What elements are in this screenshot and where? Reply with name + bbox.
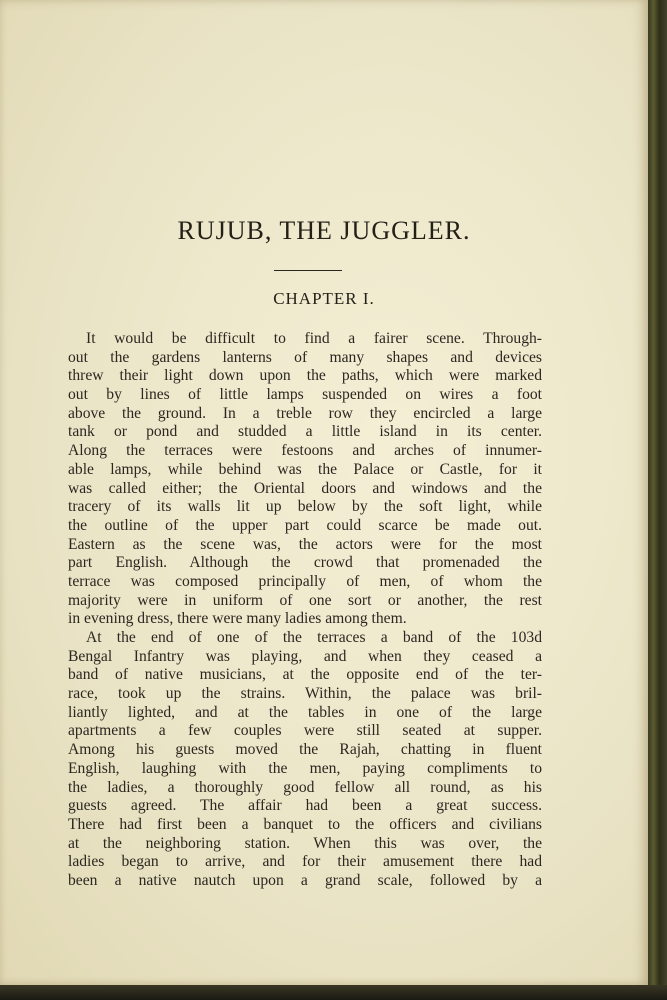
text-line: in evening dress, there were many ladies among them.	[68, 610, 407, 628]
text-line: out the gardens lanterns of many shapes and devices	[68, 348, 542, 366]
text-line: terrace was composed principally of men, of whom the	[68, 572, 542, 590]
text-line: English, laughing with the men, paying compliments to	[68, 759, 542, 777]
text-line: tank or pond and studded a little island in its center.	[68, 423, 542, 441]
title-divider	[274, 270, 342, 271]
text-line: at the neighboring station. When this was over, the	[68, 834, 542, 852]
text-line: majority were in uniform of one sort or another, the rest	[68, 591, 542, 609]
text-line: above the ground. In a treble row they encircled a large	[68, 404, 542, 422]
text-line: was called either; the Oriental doors and windows and the	[68, 479, 542, 497]
chapter-heading: CHAPTER I.	[273, 289, 375, 308]
chapter-body-text	[68, 330, 542, 891]
text-line: Bengal Infantry was playing, and when they ceased a	[68, 647, 542, 665]
text-line: threw their light down upon the paths, which were marked	[68, 367, 542, 385]
book-title: RUJUB, THE JUGGLER.	[177, 216, 471, 245]
text-line: able lamps, while behind was the Palace or Castle, for it	[68, 460, 542, 478]
text-line: There had first been a banquet to the officers and civilians	[68, 815, 542, 833]
text-line: Along the terraces were festoons and arches of innumer-	[68, 442, 542, 460]
text-line: been a native nautch upon a grand scale, followed by a	[68, 871, 542, 889]
text-line: liantly lighted, and at the tables in one of the large	[68, 703, 542, 721]
text-line: the outline of the upper part could scarce be made out.	[68, 516, 542, 534]
text-line: out by lines of little lamps suspended on wires a foot	[68, 386, 542, 404]
text-line: part English. Although the crowd that promenaded the	[68, 554, 542, 572]
text-line: It would be difficult to find a fairer scene. Through-	[86, 330, 542, 347]
text-line: the ladies, a thoroughly good fellow all round, as his	[68, 778, 542, 796]
text-line: band of native musicians, at the opposite end of the ter-	[68, 666, 542, 684]
page-bottom-edge	[0, 985, 667, 1000]
text-line: guests agreed. The affair had been a great success.	[68, 797, 542, 815]
book-spine	[648, 0, 667, 1000]
text-line: race, took up the strains. Within, the palace was bril-	[68, 685, 542, 703]
text-line: Among his guests moved the Rajah, chatting in fluent	[68, 741, 542, 759]
text-line: ladies began to arrive, and for their amusement there had	[68, 853, 542, 871]
text-line: tracery of its walls lit up below by the soft light, while	[68, 498, 542, 516]
text-line: apartments a few couples were still seated at supper.	[68, 722, 542, 740]
text-line: Eastern as the scene was, the actors were for the most	[68, 535, 542, 553]
text-line: At the end of one of the terraces a band of the 103d	[86, 629, 542, 646]
